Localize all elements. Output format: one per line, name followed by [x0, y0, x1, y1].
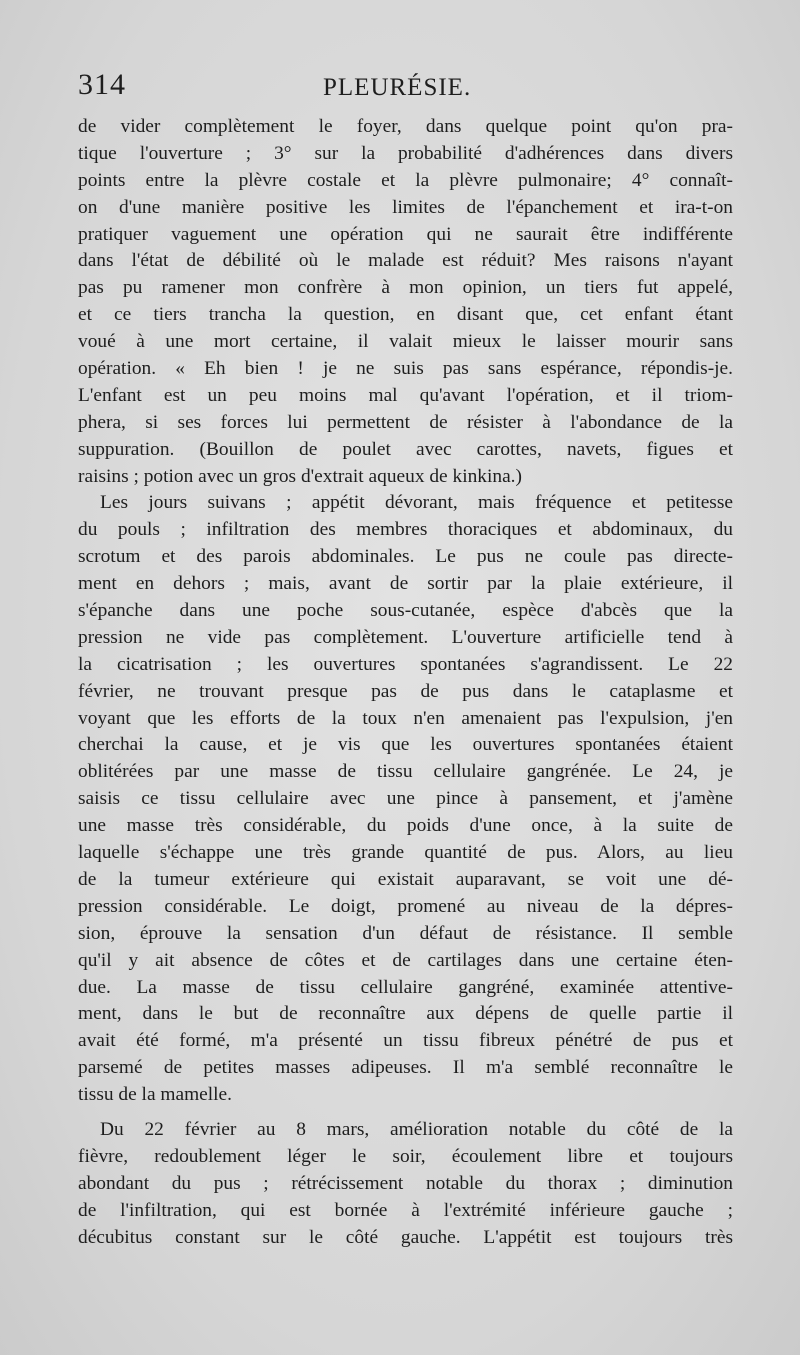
text-line: avait été formé, m'a présenté un tissu fibreux pénétré de pus et [78, 1030, 733, 1052]
text-line: Les jours suivans ; appétit dévorant, mais fréquence et petitesse [100, 492, 733, 514]
page-number: 314 [78, 68, 126, 101]
text-line: du pouls ; infiltration des membres thoraciques et abdominaux, du [78, 519, 733, 541]
text-line: voué à une mort certaine, il valait mieux le laisser mourir sans [78, 331, 733, 353]
text-line: ment, dans le but de reconnaître aux dépens de quelle partie il [78, 1003, 733, 1025]
text-line: raisins ; potion avec un gros d'extrait aqueux de kinkina.) [78, 465, 522, 487]
text-line: ment en dehors ; mais, avant de sortir par la plaie extérieure, il [78, 573, 733, 595]
text-line: de l'infiltration, qui est bornée à l'extrémité inférieure gauche ; [78, 1199, 733, 1221]
text-line: Du 22 février au 8 mars, amélioration notable du côté de la [100, 1118, 733, 1140]
text-line: L'enfant est un peu moins mal qu'avant l'opération, et il triom- [78, 384, 733, 406]
text-line: phera, si ses forces lui permettent de résister à l'abondance de la [78, 411, 733, 433]
text-line: suppuration. (Bouillon de poulet avec carottes, navets, figues et [78, 438, 733, 460]
text-line: février, ne trouvant presque pas de pus dans le cataplasme et [78, 680, 733, 702]
text-line: points entre la plèvre costale et la plèvre pulmonaire; 4° connaît- [78, 169, 733, 191]
text-line: de vider complètement le foyer, dans quelque point qu'on pra- [78, 116, 733, 137]
text-line: saisis ce tissu cellulaire avec une pince à pansement, et j'amène [78, 788, 733, 810]
text-line: fièvre, redoublement léger le soir, écoulement libre et toujours [78, 1145, 733, 1167]
text-line: tissu de la mamelle. [78, 1084, 233, 1106]
text-line: pas pu ramener mon confrère à mon opinion, un tiers fut appelé, [78, 277, 733, 299]
text-line: opération. « Eh bien ! je ne suis pas sans espérance, répondis-je. [78, 358, 733, 380]
page-header [78, 68, 738, 108]
text-line: cherchai la cause, et je vis que les ouvertures spontanées étaient [78, 734, 733, 756]
text-line: parsemé de petites masses adipeuses. Il m'a semblé reconnaître le [78, 1057, 733, 1079]
text-line: décubitus constant sur le côté gauche. L'appétit est toujours très [78, 1226, 733, 1248]
text-line: pression ne vide pas complètement. L'ouverture artificielle tend à [78, 626, 733, 648]
text-line: oblitérées par une masse de tissu cellulaire gangrénée. Le 24, je [78, 761, 733, 783]
text-line: on d'une manière positive les limites de l'épanchement et ira-t-on [78, 196, 733, 218]
paragraph [78, 490, 733, 1108]
text-line: la cicatrisation ; les ouvertures spontanées s'agrandissent. Le 22 [78, 653, 733, 675]
body-text [78, 114, 733, 1251]
text-line: pression considérable. Le doigt, promené au niveau de la dépres- [78, 895, 733, 917]
running-title: PLEURÉSIE. [323, 74, 472, 101]
text-line: et ce tiers trancha la question, en disant que, cet enfant étant [78, 304, 733, 326]
text-line: scrotum et des parois abdominales. Le pus ne coule pas directe- [78, 546, 733, 568]
text-line: une masse très considérable, du poids d'une once, à la suite de [78, 815, 733, 837]
text-line: s'épanche dans une poche sous-cutanée, espèce d'abcès que la [78, 600, 733, 622]
paragraph [78, 1117, 733, 1251]
paragraph-gap [78, 1109, 733, 1117]
text-line: voyant que les efforts de la toux n'en amenaient pas l'expulsion, j'en [78, 707, 733, 729]
paragraph-continuation [78, 114, 733, 490]
text-line: dans l'état de débilité où le malade est réduit? Mes raisons n'ayant [78, 250, 733, 272]
text-line: de la tumeur extérieure qui existait auparavant, se voit une dé- [78, 868, 733, 890]
text-line: pratiquer vaguement une opération qui ne saurait être indifférente [78, 223, 733, 245]
text-line: sion, éprouve la sensation d'un défaut de résistance. Il semble [78, 922, 733, 944]
text-line: abondant du pus ; rétrécissement notable du thorax ; diminution [78, 1172, 733, 1194]
text-line: qu'il y ait absence de côtes et de cartilages dans une certaine éten- [78, 949, 733, 971]
text-line: due. La masse de tissu cellulaire gangréné, examinée attentive- [78, 976, 733, 998]
text-line: tique l'ouverture ; 3° sur la probabilité d'adhérences dans divers [78, 142, 733, 164]
text-line: laquelle s'échappe une très grande quantité de pus. Alors, au lieu [78, 842, 733, 864]
